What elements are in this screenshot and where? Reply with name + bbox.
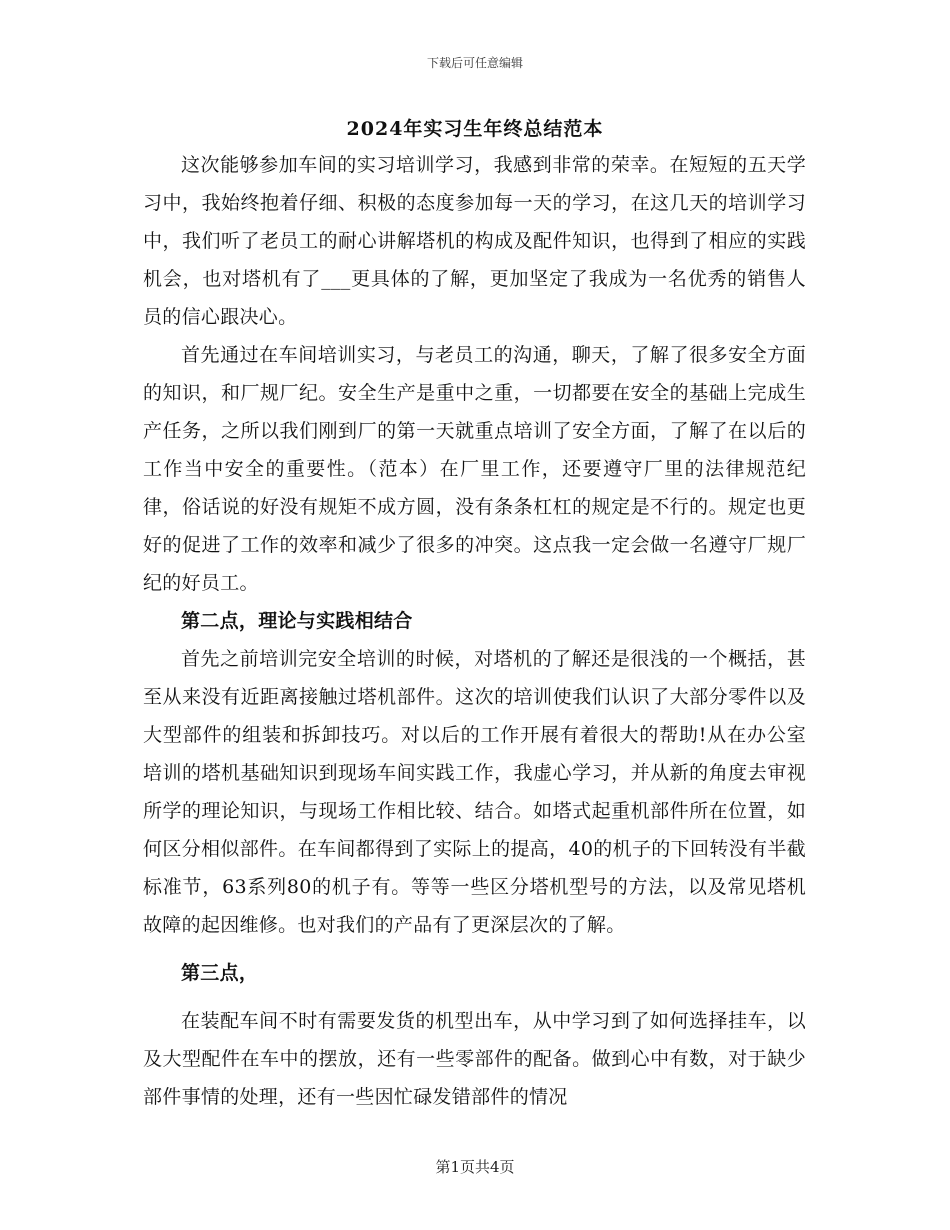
section-heading-point-three: 第三点， (181, 962, 259, 984)
header-note: 下载后可任意编辑 (426, 56, 523, 70)
document-title: 2024年实习生年终总结范本 (346, 118, 604, 140)
paragraph-safety: 首先通过在车间培训实习，与老员工的沟通，聊天，了解了很多安全方面的知识，和厂规厂纪。安全生产是重中之重，一切都要在安全的基础上完成生产任务，之所以我们刚到厂的第一天就重点培训了安全方面，了解了在以后的工作当中安全的重要性。（范本）在厂里工作，还要遵守厂里的法律规范纪律，俗话说的好没有规矩不成方圆，没有条条杠杠的规定是不行的。规定也更好的促进了工作的效率和减少了很多的冲突。这点我一定会做一名遵守厂规厂纪的好员工。 (143, 344, 806, 594)
paragraph-intro: 这次能够参加车间的实习培训学习，我感到非常的荣幸。在短短的五天学习中，我始终抱着仔细、积极的态度参加每一天的学习，在这几天的培训学习中，我们听了老员工的耐心讲解塔机的构成及配件知识，也得到了相应的实践机会，也对塔机有了___更具体的了解，更加坚定了我成为一名优秀的销售人员的信心跟决心。 (143, 154, 806, 328)
section-heading-point-two: 第二点，理论与实践相结合 (181, 610, 413, 632)
document-body (143, 146, 806, 1116)
paragraph-assembly: 在装配车间不时有需要发货的机型出车，从中学习到了如何选择挂车，以及大型配件在车中的摆放，还有一些零部件的配备。做到心中有数，对于缺少部件事情的处理，还有一些因忙碌发错部件的情况 (143, 1010, 806, 1108)
page-footer: 第1页共4页 (435, 1158, 515, 1176)
paragraph-theory-practice: 首先之前培训完安全培训的时候，对塔机的了解还是很浅的一个概括，甚至从来没有近距离接触过塔机部件。这次的培训使我们认识了大部分零件以及大型部件的组装和拆卸技巧。对以后的工作开展有着很大的帮助!从在办公室培训的塔机基础知识到现场车间实践工作，我虚心学习，并从新的角度去审视所学的理论知识，与现场工作相比较、结合。如塔式起重机部件所在位置，如何区分相似部件。在车间都得到了实际上的提高，40的机子的下回转没有半截标准节，63系列80的机子有。等等一些区分塔机型号的方法，以及常见塔机故障的起因维修。也对我们的产品有了更深层次的了解。 (143, 648, 806, 936)
